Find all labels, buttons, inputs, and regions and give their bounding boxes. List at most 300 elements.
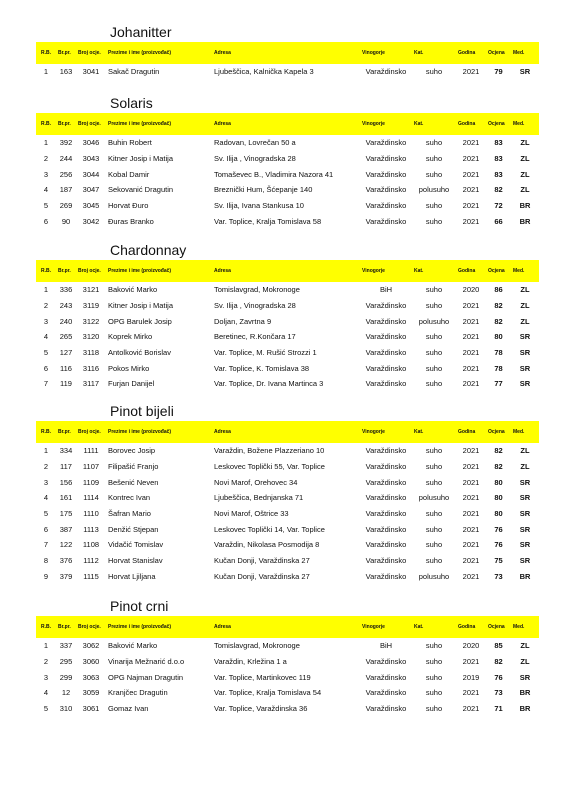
sample-number-cell: 1111 [83, 446, 99, 456]
year-cell: 2021 [462, 571, 480, 581]
year-cell: 2021 [462, 169, 480, 179]
vinogorje-cell: Varaždinsko [365, 379, 407, 389]
header-name: Prezime i ime (proizvođač) [108, 268, 172, 274]
address-cell: Varaždin, Krležina 1 a [214, 657, 287, 667]
category-cell: suho [425, 657, 443, 667]
address-cell: Novi Marof, Orehovec 34 [214, 477, 298, 487]
category-cell: suho [425, 201, 443, 211]
category-cell: suho [425, 301, 443, 311]
sample-number-cell: 3046 [82, 138, 100, 148]
section-title: Pinot crni [110, 598, 169, 614]
medal-cell: BR [519, 688, 531, 698]
sample-number-cell: 1113 [83, 524, 99, 534]
sample-number-cell: 1115 [83, 571, 99, 581]
medal-cell: SR [519, 379, 531, 389]
medal-cell: SR [519, 524, 531, 534]
producer-name-cell: Baković Marko [108, 641, 158, 651]
medal-cell: SR [519, 672, 531, 682]
address-cell: Tomaševec B., Vladimira Nazora 41 [214, 169, 334, 179]
header-broj-ocj: Broj ocje. [78, 268, 101, 274]
address-cell: Var. Toplice, Kralja Tomislava 58 [214, 216, 322, 226]
header-address: Adresa [214, 429, 231, 435]
header-vinogorje: Vinogorje [362, 50, 385, 56]
sample-number-cell: 3062 [82, 641, 100, 651]
header-name: Prezime i ime (proizvođač) [108, 429, 172, 435]
producer-name-cell: Pokos Mirko [108, 363, 150, 373]
year-cell: 2021 [462, 493, 480, 503]
medal-cell: SR [519, 493, 531, 503]
address-cell: Breznički Hum, Šćepanje 140 [214, 185, 313, 195]
entry-number-cell: 127 [59, 348, 73, 358]
producer-name-cell: Koprek Mirko [108, 332, 153, 342]
category-cell: suho [425, 348, 443, 358]
header-vinogorje: Vinogorje [362, 624, 385, 630]
entry-number-cell: 337 [59, 641, 73, 651]
producer-name-cell: OPG Najman Dragutin [108, 672, 184, 682]
producer-name-cell: Horvat Ljiljana [108, 571, 156, 581]
rank-cell: 1 [43, 138, 49, 148]
vinogorje-cell: Varaždinsko [365, 509, 407, 519]
score-cell: 71 [494, 704, 503, 714]
vinogorje-cell: Varaždinsko [365, 556, 407, 566]
section-title: Chardonnay [110, 242, 187, 258]
score-cell: 83 [494, 138, 503, 148]
entry-number-cell: 161 [59, 493, 73, 503]
table-row [36, 376, 539, 392]
results-table [36, 42, 539, 80]
sample-number-cell: 3119 [82, 301, 100, 311]
entry-number-cell: 265 [59, 332, 73, 342]
producer-name-cell: Furjan Danijel [108, 379, 155, 389]
category-cell: suho [425, 704, 443, 714]
vinogorje-cell: Varaždinsko [365, 201, 407, 211]
category-cell: suho [425, 138, 443, 148]
address-cell: Var. Toplice, Dr. Ivana Martinca 3 [214, 379, 324, 389]
rank-cell: 2 [43, 657, 49, 667]
header-kat: Kat. [414, 268, 424, 274]
rank-cell: 4 [43, 332, 49, 342]
vinogorje-cell: Varaždinsko [365, 185, 407, 195]
entry-number-cell: 119 [60, 379, 72, 389]
entry-number-cell: 269 [59, 201, 73, 211]
header-kat: Kat. [414, 121, 424, 127]
score-cell: 86 [494, 285, 503, 295]
sample-number-cell: 1110 [83, 509, 99, 519]
table-row [36, 329, 539, 345]
rank-cell: 2 [43, 154, 49, 164]
table-row [36, 669, 539, 685]
address-cell: Tomislavgrad, Mokronoge [214, 285, 300, 295]
vinogorje-cell: Varaždinsko [365, 688, 407, 698]
category-cell: suho [425, 332, 443, 342]
score-cell: 83 [494, 154, 503, 164]
table-row [36, 198, 539, 214]
score-cell: 82 [494, 462, 503, 472]
vinogorje-cell: Varaždinsko [365, 672, 407, 682]
sample-number-cell: 1114 [83, 493, 99, 503]
year-cell: 2021 [462, 379, 480, 389]
category-cell: polusuho [418, 185, 450, 195]
header-kat: Kat. [414, 429, 424, 435]
medal-cell: SR [519, 556, 531, 566]
score-cell: 72 [494, 201, 503, 211]
sample-number-cell: 3042 [82, 216, 100, 226]
address-cell: Varaždin, Božene Plazzeriano 10 [214, 446, 325, 456]
header-rb: R.B. [41, 121, 51, 127]
category-cell: suho [425, 462, 443, 472]
producer-name-cell: Kitner Josip i Matija [108, 154, 174, 164]
year-cell: 2021 [462, 316, 480, 326]
rank-cell: 5 [43, 348, 49, 358]
rank-cell: 9 [43, 571, 49, 581]
table-row [36, 459, 539, 475]
producer-name-cell: Kobal Damir [108, 169, 150, 179]
vinogorje-cell: BiH [379, 285, 393, 295]
address-cell: Var. Toplice, Varaždinska 36 [214, 704, 308, 714]
rank-cell: 7 [43, 540, 49, 550]
rank-cell: 1 [43, 446, 49, 456]
header-ocjena: Ocjena [488, 121, 505, 127]
table-header-row [36, 616, 539, 638]
producer-name-cell: Antolković Borislav [108, 348, 171, 358]
table-row [36, 151, 539, 167]
sample-number-cell: 3120 [82, 332, 100, 342]
rank-cell: 1 [43, 67, 49, 77]
entry-number-cell: 163 [59, 67, 73, 77]
producer-name-cell: Baković Marko [108, 285, 158, 295]
sample-number-cell: 3060 [82, 657, 100, 667]
category-cell: suho [425, 446, 443, 456]
header-address: Adresa [214, 50, 231, 56]
score-cell: 73 [494, 571, 503, 581]
category-cell: suho [425, 154, 443, 164]
address-cell: Tomislavgrad, Mokronoge [214, 641, 300, 651]
medal-cell: ZL [520, 641, 530, 651]
year-cell: 2020 [462, 285, 480, 295]
producer-name-cell: Sakač Dragutin [108, 67, 160, 77]
table-row [36, 166, 539, 182]
sample-number-cell: 3059 [82, 688, 100, 698]
header-br-pr: Br.pr. [58, 429, 71, 435]
address-cell: Ljubeščica, Kalnička Kapela 3 [214, 67, 314, 77]
header-godina: Godina [458, 121, 476, 127]
medal-cell: ZL [520, 285, 530, 295]
vinogorje-cell: Varaždinsko [365, 348, 407, 358]
entry-number-cell: 187 [59, 185, 73, 195]
year-cell: 2021 [462, 657, 480, 667]
address-cell: Radovan, Lovrečan 50 a [214, 138, 296, 148]
header-med: Med. [513, 121, 525, 127]
header-kat: Kat. [414, 50, 424, 56]
header-broj-ocj: Broj ocje. [78, 50, 101, 56]
section-title: Johanitter [110, 24, 172, 40]
year-cell: 2021 [462, 363, 480, 373]
table-row [36, 182, 539, 198]
header-address: Adresa [214, 121, 231, 127]
address-cell: Kučan Donji, Varaždinska 27 [214, 556, 310, 566]
sample-number-cell: 1107 [82, 462, 100, 472]
category-cell: suho [425, 216, 443, 226]
header-godina: Godina [458, 624, 476, 630]
address-cell: Doljan, Zavrtna 9 [214, 316, 272, 326]
header-address: Adresa [214, 268, 231, 274]
table-row [36, 135, 539, 151]
table-row [36, 474, 539, 490]
sample-number-cell: 3061 [82, 704, 100, 714]
address-cell: Ljubeščica, Bednjanska 71 [214, 493, 304, 503]
table-row [36, 654, 539, 670]
header-rb: R.B. [41, 429, 51, 435]
table-row [36, 213, 539, 229]
vinogorje-cell: Varaždinsko [365, 571, 407, 581]
table-header-row [36, 421, 539, 443]
year-cell: 2021 [462, 185, 480, 195]
producer-name-cell: Bešenić Neven [108, 477, 159, 487]
sample-number-cell: 3045 [82, 201, 100, 211]
header-br-pr: Br.pr. [58, 50, 71, 56]
medal-cell: BR [519, 216, 531, 226]
address-cell: Sv. Ilija , Vinogradska 28 [214, 154, 296, 164]
rank-cell: 2 [43, 301, 49, 311]
vinogorje-cell: Varaždinsko [365, 462, 407, 472]
year-cell: 2021 [462, 477, 480, 487]
producer-name-cell: Denžić Stjepan [108, 524, 159, 534]
category-cell: suho [425, 556, 443, 566]
medal-cell: SR [519, 332, 531, 342]
sample-number-cell: 3063 [82, 672, 100, 682]
rank-cell: 3 [43, 169, 49, 179]
address-cell: Novi Marof, Oštrice 33 [214, 509, 289, 519]
table-row [36, 443, 539, 459]
entry-number-cell: 117 [60, 462, 72, 472]
header-rb: R.B. [41, 624, 51, 630]
table-row [36, 282, 539, 298]
table-row [36, 360, 539, 376]
entry-number-cell: 310 [59, 704, 73, 714]
score-cell: 78 [494, 363, 503, 373]
score-cell: 78 [494, 348, 503, 358]
vinogorje-cell: BiH [379, 641, 393, 651]
vinogorje-cell: Varaždinsko [365, 540, 407, 550]
rank-cell: 6 [43, 363, 49, 373]
score-cell: 80 [494, 493, 503, 503]
medal-cell: BR [519, 201, 531, 211]
vinogorje-cell: Varaždinsko [365, 216, 407, 226]
sample-number-cell: 3117 [82, 379, 100, 389]
header-vinogorje: Vinogorje [362, 268, 385, 274]
medal-cell: ZL [520, 316, 530, 326]
table-header-row [36, 260, 539, 282]
rank-cell: 3 [43, 316, 49, 326]
producer-name-cell: Šafran Mario [108, 509, 151, 519]
header-rb: R.B. [41, 50, 51, 56]
score-cell: 77 [494, 379, 503, 389]
table-row [36, 298, 539, 314]
header-godina: Godina [458, 50, 476, 56]
producer-name-cell: Sekovanić Dragutin [108, 185, 174, 195]
entry-number-cell: 392 [59, 138, 73, 148]
table-header-row [36, 113, 539, 135]
year-cell: 2021 [462, 524, 480, 534]
category-cell: polusuho [418, 316, 450, 326]
table-row [36, 537, 539, 553]
address-cell: Var. Toplice, Kralja Tomislava 54 [214, 688, 322, 698]
year-cell: 2021 [462, 540, 480, 550]
category-cell: polusuho [418, 571, 450, 581]
address-cell: Kučan Donji, Varaždinska 27 [214, 571, 310, 581]
medal-cell: ZL [520, 462, 530, 472]
header-ocjena: Ocjena [488, 268, 505, 274]
score-cell: 82 [494, 446, 503, 456]
medal-cell: SR [519, 348, 531, 358]
section-title: Pinot bijeli [110, 403, 174, 419]
vinogorje-cell: Varaždinsko [365, 154, 407, 164]
producer-name-cell: Filipašić Franjo [108, 462, 159, 472]
results-table [36, 260, 539, 392]
table-row [36, 490, 539, 506]
vinogorje-cell: Varaždinsko [365, 169, 407, 179]
vinogorje-cell: Varaždinsko [365, 363, 407, 373]
category-cell: suho [425, 363, 443, 373]
producer-name-cell: Kranjčec Dragutin [108, 688, 168, 698]
header-rb: R.B. [41, 268, 51, 274]
vinogorje-cell: Varaždinsko [365, 332, 407, 342]
score-cell: 76 [494, 540, 503, 550]
header-med: Med. [513, 624, 525, 630]
year-cell: 2021 [462, 201, 480, 211]
score-cell: 80 [494, 509, 503, 519]
header-address: Adresa [214, 624, 231, 630]
producer-name-cell: Đuras Branko [108, 216, 154, 226]
results-table [36, 421, 539, 584]
year-cell: 2021 [462, 332, 480, 342]
medal-cell: ZL [520, 154, 530, 164]
producer-name-cell: Kitner Josip i Matija [108, 301, 174, 311]
header-name: Prezime i ime (proizvođač) [108, 624, 172, 630]
header-vinogorje: Vinogorje [362, 121, 385, 127]
rank-cell: 5 [43, 201, 49, 211]
score-cell: 85 [494, 641, 503, 651]
rank-cell: 3 [43, 672, 49, 682]
vinogorje-cell: Varaždinsko [365, 657, 407, 667]
category-cell: suho [425, 524, 443, 534]
year-cell: 2019 [462, 672, 480, 682]
medal-cell: BR [519, 704, 531, 714]
rank-cell: 6 [43, 216, 49, 226]
entry-number-cell: 295 [59, 657, 73, 667]
header-med: Med. [513, 268, 525, 274]
entry-number-cell: 90 [61, 216, 71, 226]
header-broj-ocj: Broj ocje. [78, 429, 101, 435]
score-cell: 83 [494, 169, 503, 179]
entry-number-cell: 334 [59, 446, 73, 456]
sample-number-cell: 1112 [83, 556, 99, 566]
rank-cell: 5 [43, 509, 49, 519]
entry-number-cell: 244 [59, 154, 73, 164]
category-cell: suho [425, 379, 443, 389]
table-row [36, 701, 539, 717]
year-cell: 2021 [462, 348, 480, 358]
medal-cell: SR [519, 540, 531, 550]
entry-number-cell: 116 [60, 363, 72, 373]
address-cell: Varaždin, Nikolasa Posmodija 8 [214, 540, 320, 550]
table-header-row [36, 42, 539, 64]
score-cell: 80 [494, 477, 503, 487]
table-row [36, 638, 539, 654]
section-title: Solaris [110, 95, 153, 111]
sample-number-cell: 1108 [82, 540, 100, 550]
entry-number-cell: 256 [59, 169, 73, 179]
score-cell: 73 [494, 688, 503, 698]
address-cell: Var. Toplice, Martinkovec 119 [214, 672, 311, 682]
header-br-pr: Br.pr. [58, 121, 71, 127]
vinogorje-cell: Varaždinsko [365, 138, 407, 148]
producer-name-cell: OPG Barulek Josip [108, 316, 172, 326]
producer-name-cell: Vidačić Tomislav [108, 540, 164, 550]
medal-cell: ZL [520, 185, 530, 195]
year-cell: 2021 [462, 301, 480, 311]
vinogorje-cell: Varaždinsko [365, 446, 407, 456]
year-cell: 2020 [462, 641, 480, 651]
address-cell: Sv. Ilija , Vinogradska 28 [214, 301, 296, 311]
vinogorje-cell: Varaždinsko [365, 67, 407, 77]
entry-number-cell: 379 [59, 571, 73, 581]
vinogorje-cell: Varaždinsko [365, 477, 407, 487]
table-row [36, 64, 539, 80]
sample-number-cell: 3118 [82, 348, 100, 358]
score-cell: 75 [494, 556, 503, 566]
score-cell: 76 [494, 524, 503, 534]
rank-cell: 2 [43, 462, 49, 472]
header-med: Med. [513, 429, 525, 435]
producer-name-cell: Vinarija Mežnarić d.o.o [108, 657, 185, 667]
vinogorje-cell: Varaždinsko [365, 301, 407, 311]
vinogorje-cell: Varaždinsko [365, 704, 407, 714]
header-ocjena: Ocjena [488, 624, 505, 630]
address-cell: Sv. Ilija, Ivana Stankusa 10 [214, 201, 304, 211]
year-cell: 2021 [462, 556, 480, 566]
year-cell: 2021 [462, 446, 480, 456]
header-med: Med. [513, 50, 525, 56]
score-cell: 82 [494, 657, 503, 667]
sample-number-cell: 3047 [82, 185, 100, 195]
category-cell: suho [425, 641, 443, 651]
year-cell: 2021 [462, 154, 480, 164]
producer-name-cell: Buhin Robert [108, 138, 152, 148]
category-cell: suho [425, 169, 443, 179]
header-br-pr: Br.pr. [58, 268, 71, 274]
producer-name-cell: Gomaz Ivan [108, 704, 149, 714]
medal-cell: SR [519, 67, 531, 77]
medal-cell: ZL [520, 301, 530, 311]
category-cell: suho [425, 672, 443, 682]
sample-number-cell: 3121 [82, 285, 100, 295]
medal-cell: ZL [520, 446, 530, 456]
address-cell: Leskovec Toplički 14, Var. Toplice [214, 524, 325, 534]
score-cell: 82 [494, 316, 503, 326]
header-broj-ocj: Broj ocje. [78, 121, 101, 127]
results-table [36, 113, 539, 229]
table-row [36, 345, 539, 361]
table-row [36, 521, 539, 537]
producer-name-cell: Borovec Josip [108, 446, 156, 456]
vinogorje-cell: Varaždinsko [365, 493, 407, 503]
entry-number-cell: 12 [61, 688, 71, 698]
entry-number-cell: 299 [59, 672, 73, 682]
category-cell: suho [425, 540, 443, 550]
medal-cell: BR [519, 571, 531, 581]
entry-number-cell: 387 [59, 524, 73, 534]
